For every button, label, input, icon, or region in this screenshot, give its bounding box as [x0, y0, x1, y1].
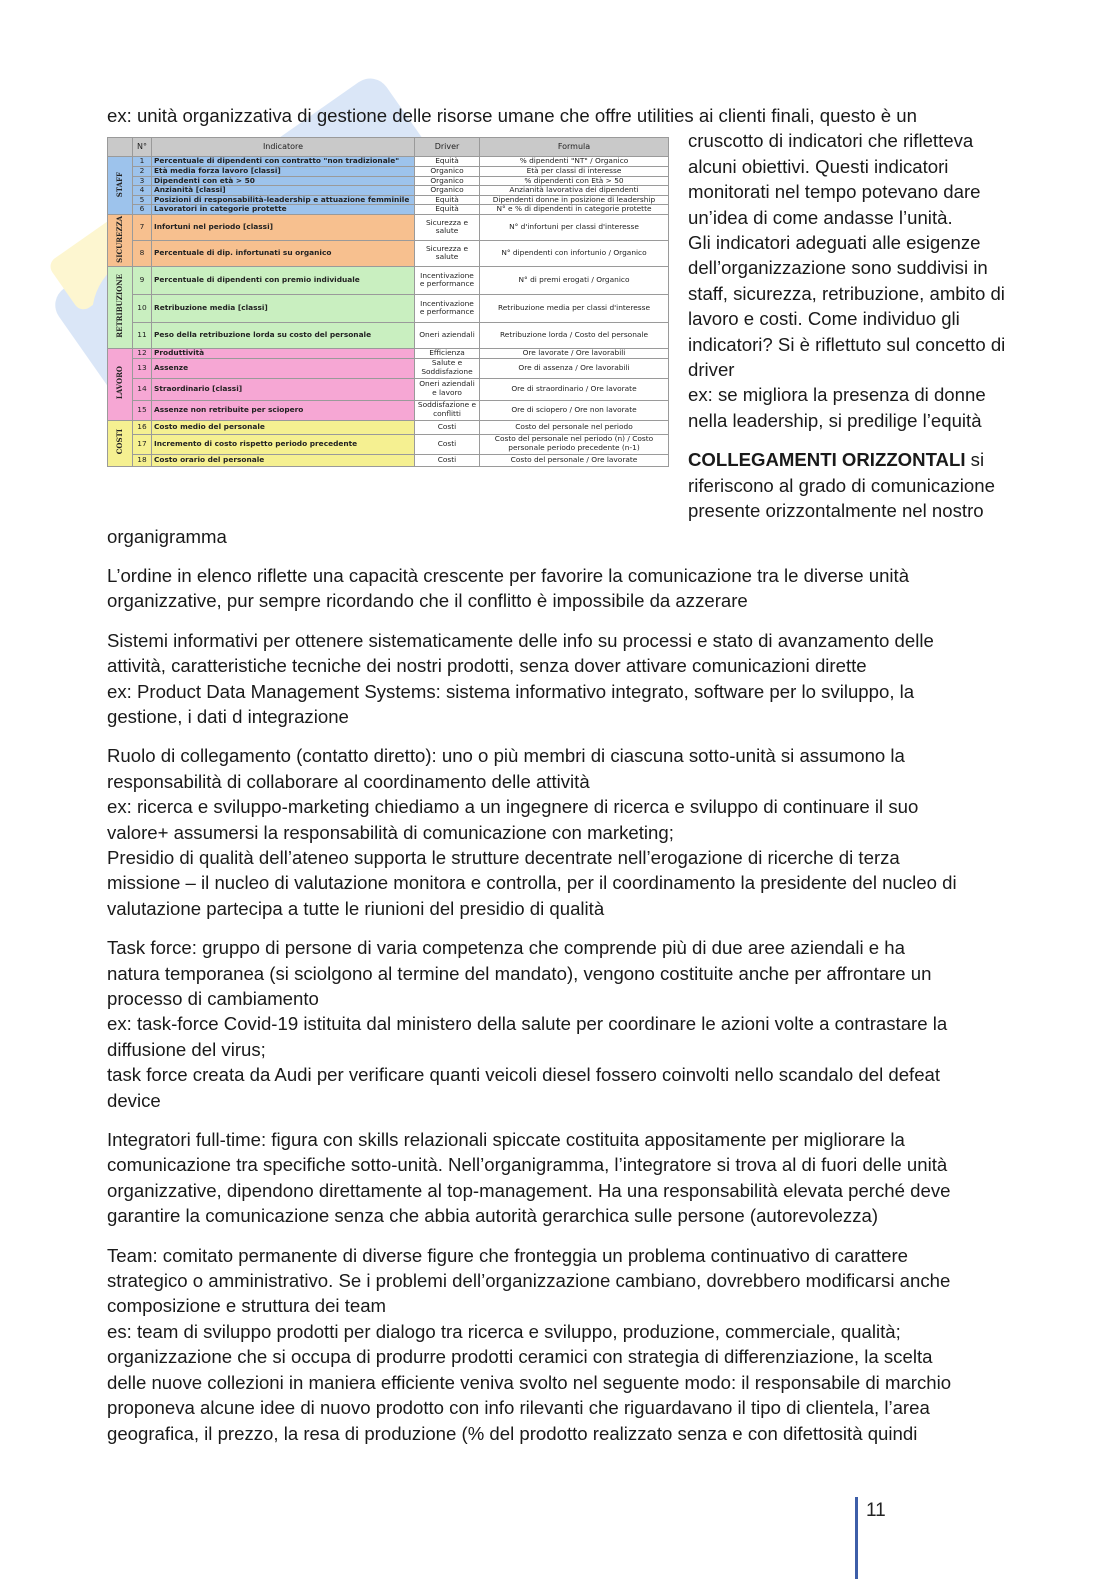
side-text-column: [688, 128, 1047, 523]
table-row: 15 Assenze non retribuite per sciopero Soddisfazione e conflitti Ore di sciopero / Ore non lavorate: [108, 400, 669, 420]
side-text-line: un’idea di come andasse l’unità.: [688, 206, 953, 228]
side-text-line: nella leadership, si predilige l’equità: [688, 409, 982, 431]
paragraph-sistemi-informativi: Sistemi informativi per ottenere sistematicamente delle info su processi e stato di avanzamento delle attività, caratteristiche tecniche dei nostri prodotti, senza dover attivare comunicazioni dirette ex: Product Data Management Systems: sistema informativo integrato, software per lo sviluppo, la gestione, i dati d integrazione: [107, 629, 934, 727]
document-page: [107, 103, 1047, 1460]
table-row: 3 Dipendenti con età > 50 Organico % dipendenti con Età > 50: [108, 176, 669, 186]
page-number: 11: [866, 1500, 886, 1521]
table-row: COSTI 16 Costo medio del personale Costi Costo del personale nel periodo: [108, 420, 669, 434]
side-text-line: indicatori? Si è riflettuto sul concetto di: [688, 333, 1006, 355]
side-text-line: staff, sicurezza, retribuzione, ambito di: [688, 282, 1005, 304]
category-lavoro: LAVORO: [108, 348, 133, 420]
indicator-table-image: [107, 137, 669, 466]
side-text-line: riferiscono al grado di comunicazione: [688, 474, 995, 496]
header-num: N°: [133, 138, 152, 157]
category-staff: STAFF: [108, 157, 133, 215]
table-row: 13 Assenze Salute e Soddisfazione Ore di assenza / Ore lavorabili: [108, 358, 669, 378]
table-header-row: [108, 138, 669, 157]
table-row: SICUREZZA 7 Infortuni nel periodo [classi] Sicurezza e salute N° d'infortuni per classi d'interesse: [108, 214, 669, 240]
header-driver: Driver: [415, 138, 480, 157]
header-indicator: Indicatore: [152, 138, 415, 157]
table-row: RETRIBUZIONE 9 Percentuale di dipendenti con premio individuale Incentivazione e performance N° di premi erogati / Organico: [108, 266, 669, 294]
table-row: 17 Incremento di costo rispetto periodo precedente Costi Costo del personale nel periodo (n) / Costo personale periodo precedente (n-1): [108, 434, 669, 454]
table-and-text-block: [107, 128, 1047, 523]
side-text-line: ex: se migliora la presenza di donne: [688, 384, 986, 406]
paragraph-integratori: Integratori full-time: figura con skills relazionali spiccate costituita appositamente per migliorare la comunicazione tra specifiche sotto-unità. Nell’organigramma, l’integratore si trova al di fuori delle unità organizzative, dipendono direttamente al top-management. Ha una responsabilità elevata perché deve garantire la comunicazione senza che abbia autorità gerarchica sulle persone (autorevolezza): [107, 1129, 951, 1227]
side-text-line: presente orizzontalmente nel nostro: [688, 500, 984, 522]
indicator-table: [107, 137, 669, 466]
table-row: 5 Posizioni di responsabilità-leadership e attuazione femminile Equità Dipendenti donne in posizione di leadership: [108, 195, 669, 205]
table-row: 6 Lavoratori in categorie protette Equità N° e % di dipendenti in categorie protette: [108, 205, 669, 215]
paragraph-ruolo-collegamento: Ruolo di collegamento (contatto diretto): uno o più membri di ciascuna sotto-unità si assumono la responsabilità di collaborare al coordinamento delle attività ex: ricerca e sviluppo-marketing chiediamo a un ingegnere di ricerca e sviluppo di continuare il suo valore+ assumersi la responsabilità di comunicazione con marketing; Presidio di qualità dell’ateneo supporta le strutture decentrate nell’erogazione di ricerche di terza missione – il nucleo di valutazione monitora e controlla, per il coordinamento la presidente del nucleo di valutazione partecipa a tutte le riunioni del presidio di qualità: [107, 745, 957, 919]
category-sicurezza: SICUREZZA: [108, 214, 133, 266]
collegamenti-heading-line: COLLEGAMENTI ORIZZONTALI si: [688, 449, 985, 471]
side-text-line: lavoro e costi. Come individuo gli: [688, 308, 960, 330]
paragraph-task-force: Task force: gruppo di persone di varia competenza che comprende più di due aree aziendali e ha natura temporanea (si sciolgono al termine del mandato), vengono costituite anche per affrontare un processo di cambiamento ex: task-force Covid-19 istituita dal ministero della salute per coordinare le azioni volte a contrastare la diffusione del virus; task force creata da Audi per verificare quanti veicoli diesel fossero coinvolti nello scandalo del defeat device: [107, 937, 948, 1111]
category-costi: COSTI: [108, 420, 133, 466]
side-text-line: cruscotto di indicatori che rifletteva: [688, 130, 974, 152]
side-text-line: dell’organizzazione sono suddivisi in: [688, 257, 988, 279]
side-text-line: monitorati nel tempo potevano dare: [688, 181, 981, 203]
table-row: 10 Retribuzione media [classi] Incentivazione e performance Retribuzione media per classi d'interesse: [108, 294, 669, 322]
table-row: 18 Costo orario del personale Costi Costo del personale / Ore lavorate: [108, 454, 669, 466]
table-row: 8 Percentuale di dip. infortunati su organico Sicurezza e salute N° dipendenti con infortunio / Organico: [108, 240, 669, 266]
table-row: 2 Età media forza lavoro [classi] Organico Età per classi di interesse: [108, 167, 669, 177]
paragraph-ordine: L’ordine in elenco riflette una capacità crescente per favorire la comunicazione tra le diverse unità organizzative, pur sempre ricordando che il conflitto è impossibile da azzerare: [107, 564, 910, 612]
table-row: LAVORO 12 Produttività Efficienza Ore lavorate / Ore lavorabili: [108, 348, 669, 358]
table-row: STAFF 1 Percentuale di dipendenti con contratto "non tradizionale" Equità % dipendenti "NT" / Organico: [108, 157, 669, 167]
collegamenti-end: organigramma: [107, 525, 227, 547]
side-text-line: Gli indicatori adeguati alle esigenze: [688, 232, 981, 254]
category-retribuzione: RETRIBUZIONE: [108, 266, 133, 348]
side-text-line: alcuni obiettivi. Questi indicatori: [688, 155, 949, 177]
side-text-line: driver: [688, 359, 735, 381]
header-formula: Formula: [480, 138, 669, 157]
table-row: 11 Peso della retribuzione lorda su costo del personale Oneri aziendali Retribuzione lorda / Costo del personale: [108, 322, 669, 348]
table-row: 14 Straordinario [classi] Oneri aziendali e lavoro Ore di straordinario / Ore lavorate: [108, 378, 669, 400]
intro-first-line: ex: unità organizzativa di gestione delle risorse umane che offre utilities ai clienti finali, questo è un: [107, 105, 917, 126]
footer-rule: [855, 1497, 858, 1579]
collegamenti-heading: COLLEGAMENTI ORIZZONTALI: [688, 449, 966, 471]
paragraph-team: Team: comitato permanente di diverse figure che fronteggia un problema continuativo di carattere strategico o amministrativo. Se i problemi dell’organizzazione cambiano, dovrebbero modificarsi anche composizione e struttura dei team es: team di sviluppo prodotti per dialogo tra ricerca e sviluppo, produzione, commerciale, qualità; organizzazione che si occupa di produrre prodotti ceramici con strategia di differenziazione, la scelta delle nuove collezioni in maniera efficiente veniva svolto nel seguente modo: il responsabile di marchio proponeva alcune idee di nuovo prodotto con info rilevanti che riguardavano il tipo di clientela, l’area geografica, il prezzo, la resa di produzione (% del prodotto realizzato senza e con difettosità quindi: [107, 1244, 952, 1444]
table-row: 4 Anzianità [classi] Organico Anzianità lavorativa dei dipendenti: [108, 186, 669, 196]
